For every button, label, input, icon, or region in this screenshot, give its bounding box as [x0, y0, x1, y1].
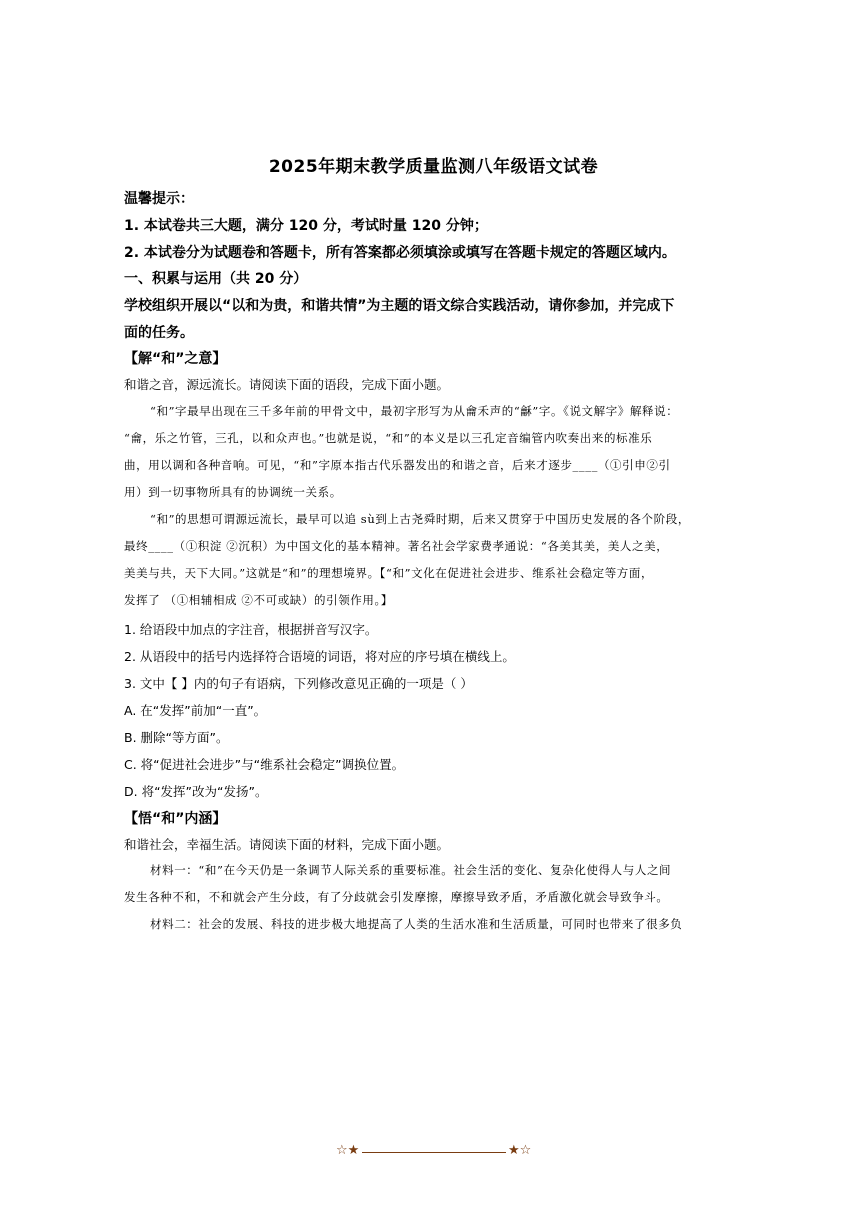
part-intro: 和谐社会，幸福生活。请阅读下面的材料，完成下面小题。 — [124, 837, 450, 852]
question-item: 3. 文中【 】内的句子有语病，下列修改意见正确的一项是（ ） — [124, 676, 473, 691]
section-intro: 学校组织开展以“以和为贵，和谐共情”为主题的语文综合实践活动，请你参加，并完成下 — [124, 298, 675, 314]
footer-divider — [362, 1152, 506, 1153]
passage-line: 发生各种不和，不和就会产生分歧，有了分歧就会引发摩擦，摩擦导致矛盾，矛盾激化就会导致争斗。 — [124, 890, 669, 904]
answer-option: B. 删除“等方面”。 — [124, 730, 229, 745]
part-heading: 【悟“和”内涵】 — [124, 811, 227, 827]
passage-line: “和”的思想可谓源远流长，最早可以追 sù到上古尧舜时期，后来又贯穿于中国历史发展的各个阶段， — [150, 512, 690, 526]
footer-ornament — [336, 1143, 532, 1163]
section-heading: 一、积累与运用（共 20 分） — [124, 271, 308, 287]
passage-line: “龠，乐之竹管，三孔，以和众声也。”也就是说，“和”的本义是以三孔定音编管内吹奏出来的标准乐 — [124, 431, 653, 445]
question-item: 2. 从语段中的括号内选择符合语境的词语，将对应的序号填在横线上。 — [124, 649, 515, 664]
star-icon: ☆★ — [336, 1143, 360, 1158]
passage-line: “和”字最早出现在三千多年前的甲骨文中，最初字形写为从龠禾声的“龢”字。《说文解字》解释说： — [150, 404, 679, 418]
star-icon: ★☆ — [508, 1143, 532, 1158]
passage-line: 曲，用以调和各种音响。可见，“和”字原本指古代乐器发出的和谐之音，后来才逐步____（①引申②引 — [124, 458, 671, 472]
part-heading: 【解“和”之意】 — [124, 351, 227, 367]
tip-item: 2. 本试卷分为试题卷和答题卡，所有答案都必须填涂或填写在答题卡规定的答题区域内。 — [124, 245, 676, 261]
passage-line: 材料一：“和”在今天仍是一条调节人际关系的重要标准。社会生活的变化、复杂化使得人与人之间 — [150, 863, 672, 877]
answer-option: A. 在“发挥”前加“一直”。 — [124, 703, 267, 718]
section-intro: 面的任务。 — [124, 325, 194, 341]
page-title: 2025年期末教学质量监测八年级语文试卷 — [268, 157, 599, 177]
question-item: 1. 给语段中加点的字注音，根据拼音写汉字。 — [124, 622, 378, 637]
passage-line: 最终____（①积淀 ②沉积）为中国文化的基本精神。著名社会学家费孝通说：“各美其美，美人之美， — [124, 539, 669, 553]
tip-item: 1. 本试卷共三大题，满分 120 分，考试时量 120 分钟； — [124, 218, 488, 234]
answer-option: C. 将“促进社会进步”与“维系社会稳定”调换位置。 — [124, 757, 405, 772]
passage-line: 材料二：社会的发展、科技的进步极大地提高了人类的生活水准和生活质量，可同时也带来了很多负 — [150, 917, 683, 931]
passage-line: 用）到一切事物所具有的协调统一关系。 — [124, 485, 342, 499]
passage-line: 美美与共，天下大同。”这就是“和”的理想境界。【“和”文化在促进社会进步、维系社会稳定等方面， — [124, 566, 654, 580]
passage-line: 发挥了 （①相辅相成 ②不可或缺）的引领作用。】 — [124, 593, 393, 607]
answer-option: D. 将“发挥”改为“发扬”。 — [124, 784, 268, 799]
tips-heading: 温馨提示： — [124, 191, 194, 207]
part-intro: 和谐之音，源远流长。请阅读下面的语段，完成下面小题。 — [124, 377, 450, 392]
